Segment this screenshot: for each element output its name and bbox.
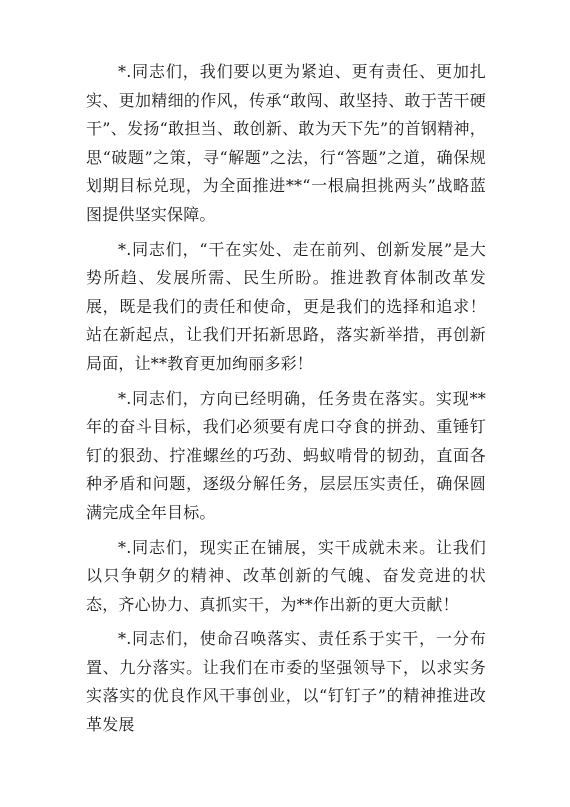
- document-body: [86, 58, 486, 746]
- paragraph-5: *.同志们，使命召唤落实、责任系于实干，一分布置、九分落实。让我们在市委的坚强领导下，以求实务实落实的优良作风干事创业，以“钉钉子”的精神推进改革发展: [86, 629, 486, 735]
- paragraph-4: *.同志们，现实正在铺展，实干成就未来。让我们以只争朝夕的精神、改革创新的气魄、奋发竞进的状态，齐心协力、真抓实干，为**作出新的更大贡献！: [86, 537, 486, 614]
- paragraph-1: *.同志们，我们要以更为紧迫、更有责任、更加扎实、更加精细的作风，传承“敢闯、敢坚持、敢于苦干硬干”、发扬“敢担当、敢创新、敢为天下先”的首钢精神，思“破题”之策，寻“解题”之法，行“答题”之道，确保规划期目标兑现，为全面推进**“一根扁担挑两头”战略蓝图提供坚实保障。: [86, 62, 486, 224]
- paragraph-3: *.同志们，方向已经明确，任务贵在落实。实现**年的奋斗目标，我们必须要有虎口夺食的拼劲、重锤钉钉的狠劲、拧准螺丝的巧劲、蚂蚁啃骨的韧劲，直面各种矛盾和问题，逐级分解任务，层层压实责任，确保圆满完成全年目标。: [86, 388, 486, 522]
- paragraph-2: *.同志们，“干在实处、走在前列、创新发展”是大势所趋、发展所需、民生所盼。推进教育体制改革发展，既是我们的责任和使命，更是我们的选择和追求！站在新起点，让我们开拓新思路，落实新举措，再创新局面，让**教育更加绚丽多彩！: [86, 239, 486, 373]
